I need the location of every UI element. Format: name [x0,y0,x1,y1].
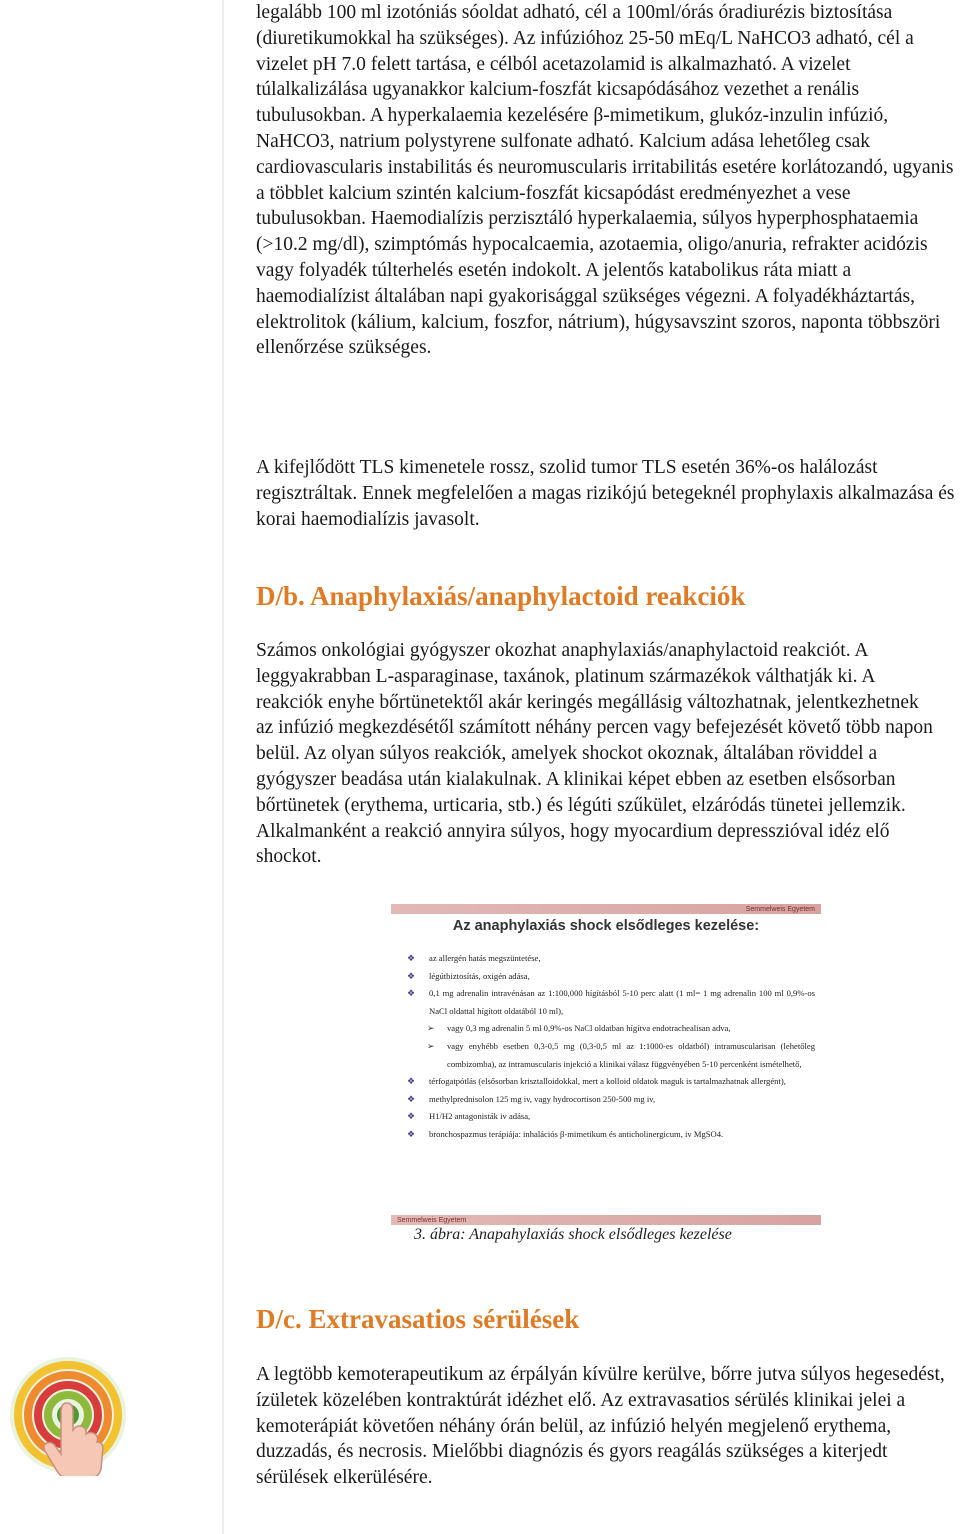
diamond-bullet-icon: ❖ [407,1076,416,1087]
figure-list-item: ❖ térfogatpótlás (elsősorban krisztalloidokkal, mert a kolloid oldatok maguk is tartalmazhatnak allergént), [405,1073,815,1091]
figure-list-item: ❖ 0,1 mg adrenalin intravénásan az 1:100,000 hígításból 5-10 perc alatt (1 ml= 1 mg adrenalin 100 ml 0,9%-os NaCl oldattal hígított oldatából 10 ml), [405,985,815,1020]
figure-list-item: ❖ bronchospazmus terápiája: inhalációs β-mimetikum és anticholinergicum, iv MgSO4. [405,1126,815,1144]
tls-treatment-paragraph: legalább 100 ml izotóniás sóoldat adható, cél a 100ml/órás óradiurézis biztosítása (diuretikumokkal ha szükséges). Az infúzióhoz 25-50 mEq/L NaHCO3 adható, cél a vizelet pH 7.0 felett tartása, e célból acetazolamid is alkalmazható. A vizelet túlalkalizálása ugyanakkor kalcium-foszfát kicsapódásához vezethet a renális tubulusokban. A hyperkalaemia kezelésére β-mimetikum, glukóz-inzulin infúzió, NaHCO3, natrium polystyrene sulfonate adható. Kalcium adása lehetőleg csak cardiovascularis instabilitás és neuromuscularis irritabilitás esetére korlátozandó, ugyanis a többlet kalcium szintén kalcium-foszfát kicsapódást eredményezhet a vese tubulusokban. Haemodialízis perzisztáló hyperkalaemia, súlyos hyperphosphataemia (>10.2 mg/dl), szimptómás hypocalcaemia, azotaemia, oligo/anuria, refrakter acidózis vagy folyadék túlterhelés esetén indokolt. A jelentős katabolikus ráta miatt a haemodialízist általában napi gyakorisággal szükséges végezni. A folyadékháztartás, elektrolitok (kálium, kalcium, foszfor, nátrium), húgysavszint szoros, naponta többszöri ellenőrzése szükséges. [256,2,954,359]
figure-caption: 3. ábra: Anapahylaxiás shock elsődleges kezelése [414,1226,732,1243]
tls-outcome-paragraph: A kifejlődött TLS kimenetele rossz, szolid tumor TLS esetén 36%-os halálozást regisztráltak. Ennek megfelelően a magas rizikójú betegeknél prophylaxis alkalmazása és korai haemodialízis javasolt. [256,457,955,530]
diamond-bullet-icon: ❖ [407,970,416,981]
diamond-bullet-icon: ❖ [407,1128,416,1139]
figure-list-item: ❖ az allergén hatás megszüntetése, [405,950,815,968]
pointing-hand-icon [7,1354,129,1476]
margin-rule [222,0,224,1534]
figure-list-subitem: ➢ vagy 0,3 mg adrenalin 5 ml 0,9%-os NaCl oldatban hígítva endotrachealisan adva, [405,1020,815,1038]
figure-list-item: ❖ methylprednisolon 125 mg iv, vagy hydrocortison 250-500 mg iv, [405,1091,815,1109]
arrow-bullet-icon: ➢ [427,1040,435,1051]
anaphylaxis-paragraph: Számos onkológiai gyógyszer okozhat anaphylaxiás/anaphylactoid reakciót. A leggyakrabban L-asparaginase, taxánok, platinum származékok válthatják ki. A reakciók enyhe bőrtünetektől akár keringés megállásig változhatnak, jelentkezhetnek az infúzió megkezdésétől számított néhány percen vagy befejezését követő több napon belül. Az olyan súlyos reakciók, amelyek shockot okoznak, általában röviddel a gyógyszer beadása után kialakulnak. A klinikai képet ebben az esetben elsősorban bőrtünetek (erythema, urticaria, stb.) és légúti szűkület, elzáródás tünetei jellemzik. Alkalmanként a reakció annyira súlyos, hogy myocardium depresszióval idéz elő shockot. [256,640,933,868]
figure-brand-bottom: Semmelweis Egyetem [397,1217,467,1224]
diamond-bullet-icon: ❖ [407,1093,416,1104]
figure-list-item: ❖ légútbiztosítás, oxigén adása, [405,968,815,986]
figure-list-item: ❖ H1/H2 antagonisták iv adása, [405,1108,815,1126]
figure-list-subitem: ➢ vagy enyhébb esetben 0,3-0,5 mg (0,3-0,5 ml az 1:1000-es oldatból) intramuscularisan (lehetőleg combizomba), az intramuscularis injekció a klinikai válasz függvényében 5-10 percenként ismételhető, [405,1038,815,1073]
arrow-bullet-icon: ➢ [427,1023,435,1034]
extravasation-heading: D/c. Extravasatios sérülések [256,1304,580,1334]
figure-title: Az anaphylaxiás shock elsődleges kezelése: [452,918,760,934]
extravasation-paragraph: A legtöbb kemoterapeutikum az érpályán kívülre kerülve, bőrre jutva súlyos hegesedést, ízületek közelében kontraktúrát idézhet elő. Az extravasatios sérülés klinikai jelei a kemoterápiát követően néhány órán belül, az infúzió helyén megjelenő erythema, duzzadás, és necrosis. Mielőbbi diagnózis és gyors reagálás szükséges a kiterjedt sérülések elkerülésére. [256,1364,945,1489]
diamond-bullet-icon: ❖ [407,953,416,963]
diamond-bullet-icon: ❖ [407,988,416,999]
figure-treatment-list [405,950,815,1144]
anaphylaxis-treatment-figure [391,904,821,1228]
diamond-bullet-icon: ❖ [407,1111,416,1122]
anaphylaxis-heading: D/b. Anaphylaxiás/anaphylactoid reakciók [256,581,746,611]
figure-brand-top: Semmelweis Egyetem [745,906,815,913]
